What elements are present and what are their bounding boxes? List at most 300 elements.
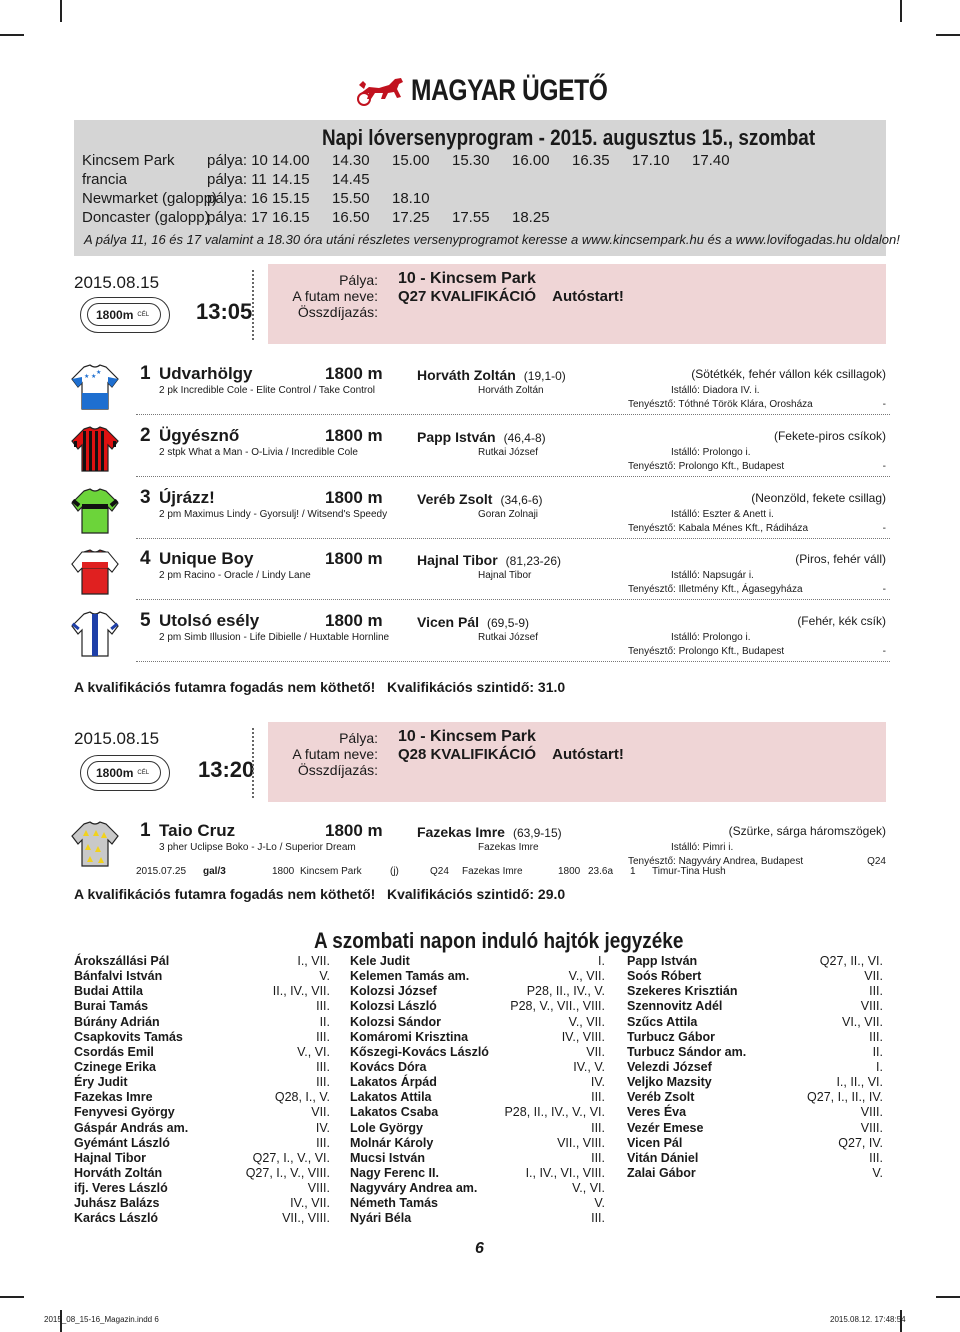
history-driver: Fazekas Imre (462, 866, 523, 877)
driver-list-row (74, 1090, 330, 1105)
driver-list-row (350, 1211, 605, 1226)
driver-list-row (627, 999, 883, 1014)
track-finish-label: CÉL (137, 311, 150, 318)
race-entry (70, 487, 890, 547)
driver-list-name: Horváth Zoltán (74, 1165, 163, 1180)
driver-list-name: Komáromi Krisztina (350, 1029, 469, 1044)
stable: Istálló: Eszter & Anett i. (671, 509, 774, 520)
driver-list-races: VI., VII. (842, 1014, 883, 1029)
driver-list-races: Q28, I., V. (274, 1090, 330, 1105)
driver-list-name: Szennovitz Adél (627, 999, 723, 1014)
driver-list-row (350, 1060, 605, 1075)
driver-list-name: Gyémánt László (74, 1135, 170, 1150)
page-number: 6 (475, 1240, 484, 1257)
trainer: Fazekas Imre (478, 842, 539, 853)
driver-name: Veréb Zsolt (417, 491, 493, 507)
dotted-separator (136, 538, 890, 539)
entry-tail: - (882, 646, 886, 657)
driver-list-races: VIII. (860, 1120, 883, 1135)
driver-list-row (350, 969, 605, 984)
track-diagram (80, 755, 170, 791)
track-distance: 1800m (96, 765, 134, 780)
crop-mark (900, 0, 902, 22)
schedule-time: 17.10 (632, 152, 670, 169)
driver-list-title: A szombati napon induló hajtók jegyzéke (314, 928, 684, 953)
race-entry (70, 610, 890, 670)
driver-list-races: I., IV., VI., VIII. (525, 1165, 605, 1180)
crop-mark (0, 1296, 24, 1298)
schedule-time: 15.30 (452, 152, 490, 169)
driver-list-races: III. (316, 1059, 330, 1074)
driver-list-races: Q27, I., II., IV. (807, 1090, 883, 1105)
label-palya: Pálya: (339, 730, 378, 746)
entry-tail: Q24 (867, 856, 886, 867)
dotted-divider (252, 270, 254, 340)
race-entry (70, 425, 890, 485)
schedule-time: 16.00 (512, 152, 550, 169)
breeder: Tenyésztő: Tóthné Török Klára, Orosháza (628, 399, 813, 410)
driver (417, 552, 561, 568)
brand-header (355, 72, 651, 110)
driver-list-races: II. (319, 1014, 330, 1029)
driver-list-races: IV., VII. (290, 1196, 330, 1211)
driver-list-name: Németh Tamás (350, 1196, 438, 1211)
trainer: Rutkai József (478, 632, 539, 643)
driver-list-races: III. (591, 1150, 605, 1165)
race-name-value: Q28 KVALIFIKÁCIÓ Autóstart! (398, 746, 624, 763)
driver-list-row (350, 1030, 605, 1045)
driver-list-name: Csapkovits Tamás (74, 1029, 183, 1044)
driver-list-races: I. (876, 1059, 883, 1074)
schedule-time: 16.50 (332, 209, 370, 226)
schedule-time: 15.15 (272, 190, 310, 207)
race-date: 2015.08.15 (74, 729, 160, 748)
driver-list-races: IV. (590, 1075, 605, 1090)
driver-list-row (74, 954, 330, 969)
driver-list-name: Kolozsi József (350, 984, 437, 999)
driver-list-row (74, 1060, 330, 1075)
horse-name: Ügyésznő (159, 426, 240, 445)
race-time: 13:20 (198, 757, 255, 782)
race-note: A kvalifikációs futamra fogadás nem köthető! Kvalifikációs szintidő: 29.0 (74, 886, 566, 902)
crop-mark (60, 0, 62, 22)
driver-list-row (74, 1045, 330, 1060)
breeder: Tenyésztő: Kabala Ménes Kft., Rádiháza (628, 523, 809, 534)
svg-text:★ ★: ★ ★ (84, 374, 97, 380)
driver-list-name: Csordás Emil (74, 1044, 154, 1059)
driver-list-row (627, 1075, 883, 1090)
driver-list-row (350, 1151, 605, 1166)
driver-list-name: Vicen Pál (627, 1135, 683, 1150)
label-prize: Összdíjazás: (297, 762, 378, 778)
schedule-venue: Kincsem Park (82, 152, 175, 169)
driver-list-name: Juhász Balázs (74, 1196, 160, 1211)
schedule-venue: Newmarket (galopp) (82, 190, 218, 207)
breeder: Tenyésztő: Prolongo Kft., Budapest (628, 461, 785, 472)
driver-list-races: V. (872, 1165, 883, 1180)
race-track-value: 10 - Kincsem Park (398, 728, 536, 745)
driver-list-name: Papp István (627, 954, 698, 968)
driver-list-races: IV. (315, 1120, 330, 1135)
pedigree: 2 pm Simb Illusion - Life Dibielle / Huxtable Hornline (159, 632, 390, 643)
entry-number: 1 (140, 820, 151, 841)
driver-name: Horváth Zoltán (417, 367, 516, 383)
driver-list-row (627, 1166, 883, 1181)
silk-colors: (Sötétkék, fehér vállon kék csillagok) (691, 367, 886, 381)
pedigree: 3 pher Uclipse Boko - J-Lo / Superior Dream (159, 842, 356, 853)
race-entry (70, 363, 890, 423)
driver-list-name: Szekeres Krisztián (627, 984, 738, 999)
driver-list-name: ifj. Veres László (74, 1181, 168, 1196)
entry-distance: 1800 m (325, 611, 383, 630)
entry-number: 2 (140, 425, 151, 446)
driver-list-races: III. (869, 984, 883, 999)
driver (417, 614, 529, 630)
jersey-icon (70, 363, 120, 413)
driver-list-races: Q27, II., VI. (819, 954, 883, 968)
entry-tail: - (882, 461, 886, 472)
schedule-time: 17.25 (392, 209, 430, 226)
driver-list-races: I., VII. (297, 954, 330, 968)
svg-text:★: ★ (96, 370, 102, 376)
driver-list-name: Lakatos Attila (350, 1090, 432, 1105)
entry-distance: 1800 m (325, 364, 383, 383)
driver-list-races: P28, II., IV., V. (526, 984, 605, 999)
driver-list-row (74, 1015, 330, 1030)
driver-list-races: VII. (311, 1105, 330, 1120)
driver-list-name: Búrány Adrián (74, 1014, 160, 1029)
silk-colors: (Fekete-piros csíkok) (773, 429, 886, 443)
history-date: 2015.07.25 (136, 866, 187, 877)
entry-number: 4 (140, 548, 151, 569)
label-futam: A futam neve: (292, 288, 378, 304)
driver-list-name: Lole György (350, 1120, 423, 1135)
trainer: Horváth Zoltán (478, 385, 544, 396)
horse-sulky-icon (355, 75, 411, 107)
breeder: Tenyésztő: Prolongo Kft., Budapest (628, 646, 785, 657)
race-time: 13:05 (196, 299, 253, 324)
driver-list-races: Q27, I., V., VIII. (245, 1165, 330, 1180)
driver-list-row (350, 1166, 605, 1181)
driver-list-row (74, 1136, 330, 1151)
history-field: 1 (630, 866, 636, 877)
driver-list-name: Hajnal Tibor (74, 1150, 147, 1165)
driver-list-name: Czinege Erika (74, 1059, 156, 1074)
schedule-note: A pálya 11, 16 és 17 valamint a 18.30 óra utáni részletes versenyprogramot keresse a www.kincsempark.hu és a www.lovifogadas.hu oldalon! (84, 232, 900, 247)
driver-list-row (74, 1196, 330, 1211)
schedule-venue: Doncaster (galopp) (82, 209, 210, 226)
driver-list-column (350, 954, 605, 1227)
entry-distance: 1800 m (325, 821, 383, 840)
driver-list-races: III. (316, 1029, 330, 1044)
driver-list-name: Gáspár András am. (74, 1120, 189, 1135)
silk-colors: (Fehér, kék csík) (797, 614, 886, 628)
race-info-box (268, 722, 886, 802)
program-title: Napi lóversenyprogram - 2015. augusztus 15., szombat (322, 125, 816, 150)
driver-list-races: III. (316, 1135, 330, 1150)
schedule-track: pálya: 16 (207, 190, 268, 207)
driver-list-name: Soós Róbert (627, 969, 702, 984)
trainer: Hajnal Tibor (478, 570, 532, 581)
crop-mark (936, 1296, 960, 1298)
silk-colors: (Szürke, sárga háromszögek) (728, 824, 886, 838)
stable: Istálló: Prolongo i. (671, 447, 751, 458)
driver-list-name: Molnár Károly (350, 1135, 434, 1150)
driver-name: Hajnal Tibor (417, 552, 498, 568)
driver-stats: (19,1-0) (523, 369, 566, 383)
dotted-separator (136, 476, 890, 477)
entry-distance: 1800 m (325, 549, 383, 568)
pedigree: 2 pm Maximus Lindy - Gyorsulj! / Witsend's Speedy (159, 509, 388, 520)
race-track-value: 10 - Kincsem Park (398, 270, 536, 287)
driver-list-row (74, 1030, 330, 1045)
label-futam: A futam neve: (292, 746, 378, 762)
dotted-separator (136, 661, 890, 662)
driver (417, 429, 546, 445)
schedule-time: 18.10 (392, 190, 430, 207)
driver-list-races: III. (869, 1029, 883, 1044)
crop-mark (0, 34, 24, 36)
schedule-time: 14.30 (332, 152, 370, 169)
schedule-time: 18.25 (512, 209, 550, 226)
driver-list-name: Kolozsi László (350, 999, 437, 1014)
driver-list-row (627, 1151, 883, 1166)
driver-list-races: VII. (864, 969, 883, 984)
driver-list-name: Vezér Emese (627, 1120, 704, 1135)
driver-list-races: I., II., VI. (836, 1075, 883, 1090)
history-winner: Timur-Tina Hush (652, 866, 726, 877)
driver-list-row (74, 999, 330, 1014)
track-finish-label: CÉL (137, 769, 150, 776)
driver (417, 824, 562, 840)
jersey-icon (70, 820, 120, 870)
brand-title: MAGYAR ÜGETŐ (411, 74, 608, 107)
dotted-separator (136, 414, 890, 415)
driver-list-row (627, 1030, 883, 1045)
horse-name: Unique Boy (159, 549, 254, 568)
driver-list-name: Fazekas Imre (74, 1090, 153, 1105)
driver-list-races: III. (316, 999, 330, 1014)
label-prize: Összdíjazás: (297, 304, 378, 320)
driver-list-races: V., VI. (297, 1044, 330, 1059)
driver-list-column (74, 954, 330, 1227)
horse-name: Taio Cruz (159, 821, 236, 840)
driver-list-races: III. (591, 1090, 605, 1105)
driver-list-name: Nyári Béla (350, 1211, 412, 1226)
schedule-time: 16.15 (272, 209, 310, 226)
silk-colors: (Neonzöld, fekete csillag) (751, 491, 886, 505)
footer-timestamp: 2015.08.12. 17:48:54 (830, 1315, 906, 1324)
entry-number: 3 (140, 487, 151, 508)
driver-list-races: II. (872, 1044, 883, 1059)
crop-mark (936, 34, 960, 36)
stable: Istálló: Pimri i. (671, 842, 734, 853)
driver-list-name: Lakatos Árpád (350, 1075, 437, 1090)
race-name-value: Q27 KVALIFIKÁCIÓ Autóstart! (398, 288, 624, 305)
stable: Istálló: Napsugár i. (671, 570, 754, 581)
driver-list-name: Kőszegi-Kovács László (350, 1044, 489, 1059)
driver-list-name: Mucsi István (350, 1150, 426, 1165)
breeder: Tenyésztő: Nagyváry Andrea, Budapest (628, 856, 804, 867)
driver-list-races: VII., VIII. (557, 1135, 605, 1150)
driver-list-name: Kolozsi Sándor (350, 1014, 441, 1029)
race-date: 2015.08.15 (74, 273, 160, 292)
trainer: Rutkai József (478, 447, 539, 458)
entry-tail: - (882, 584, 886, 595)
driver-list-row (350, 1045, 605, 1060)
driver-list-races: V., VII. (568, 1014, 605, 1029)
driver-list-row (627, 1105, 883, 1120)
driver-list-races: V., VII. (568, 969, 605, 984)
schedule-track: pálya: 17 (207, 209, 268, 226)
driver-stats: (81,23-26) (505, 554, 562, 568)
driver-list-row (350, 1196, 605, 1211)
driver-list-races: VIII. (860, 999, 883, 1014)
race-entry (70, 548, 890, 608)
driver-list-name: Burai Tamás (74, 999, 149, 1014)
history-time: 23.6a (588, 866, 614, 877)
dotted-divider (252, 728, 254, 798)
driver-list-name: Árokszállási Pál (74, 954, 170, 968)
driver-list-row (627, 969, 883, 984)
schedule-time: 14.00 (272, 152, 310, 169)
driver-list-row (350, 1015, 605, 1030)
track-distance: 1800m (96, 307, 134, 322)
pedigree: 2 pk Incredible Cole - Elite Control / Take Control (159, 385, 376, 396)
driver-list-name: Nagyváry Andrea am. (350, 1181, 478, 1196)
driver (417, 491, 543, 507)
dotted-separator (136, 599, 890, 600)
entry-number: 5 (140, 610, 151, 631)
driver-stats: (63,9-15) (512, 826, 562, 840)
driver-name: Vicen Pál (417, 614, 480, 630)
driver-list-name: Veréb Zsolt (627, 1090, 695, 1105)
jersey-icon (70, 610, 120, 660)
driver-list-races: VIII. (860, 1105, 883, 1120)
jersey-icon (70, 548, 120, 598)
driver-list-name: Kovács Dóra (350, 1059, 427, 1074)
driver-list-row (627, 1015, 883, 1030)
driver-list-name: Kele Judit (350, 954, 410, 968)
driver-stats: (46,4-8) (503, 431, 546, 445)
schedule-venue: francia (82, 171, 128, 188)
horse-name: Udvarhölgy (159, 364, 253, 383)
schedule-time: 17.55 (452, 209, 490, 226)
driver-list-races: I. (598, 954, 605, 968)
driver-list-row (350, 1121, 605, 1136)
track-diagram (80, 297, 170, 333)
driver-list-row (350, 1075, 605, 1090)
driver-list-row (627, 1060, 883, 1075)
label-palya: Pálya: (339, 272, 378, 288)
driver (417, 367, 566, 383)
breeder: Tenyésztő: Illetmény Kft., Ágasegyháza (628, 584, 803, 595)
driver-list-row (627, 1136, 883, 1151)
program-box (74, 120, 900, 256)
driver-list-row (74, 1151, 330, 1166)
driver-list-races: III. (591, 1211, 605, 1226)
driver-list-row (74, 1166, 330, 1181)
driver-list-name: Fenyvesi György (74, 1105, 175, 1120)
driver-stats: (34,6-6) (500, 493, 543, 507)
silk-colors: (Piros, fehér váll) (795, 552, 886, 566)
driver-list-column (627, 954, 883, 1181)
driver-list-row (350, 984, 605, 999)
driver-list-name: Szűcs Attila (627, 1014, 698, 1029)
driver-list-row (74, 969, 330, 984)
driver-list-name: Budai Attila (74, 984, 143, 999)
history-distance: 1800 (272, 866, 295, 877)
driver-list-row (627, 984, 883, 999)
history-track-state: (j) (390, 866, 399, 877)
driver-list-row (350, 1181, 605, 1196)
pedigree: 2 pm Racino - Oracle / Lindy Lane (159, 570, 311, 581)
driver-stats: (69,5-9) (487, 616, 530, 630)
stable: Istálló: Prolongo i. (671, 632, 751, 643)
driver-list-name: Lakatos Csaba (350, 1105, 439, 1120)
driver-list-races: II., IV., VII. (272, 984, 330, 999)
driver-list-name: Veres Éva (627, 1105, 687, 1120)
driver-list-races: Q27, IV. (838, 1135, 883, 1150)
driver-list-name: Éry Judit (74, 1075, 128, 1090)
driver-list-races: V., VI. (572, 1181, 605, 1196)
driver-list-races: III. (869, 1150, 883, 1165)
driver-list-row (627, 1121, 883, 1136)
jersey-icon (70, 487, 120, 537)
driver-list-races: VIII. (307, 1181, 330, 1196)
pedigree: 2 stpk What a Man - O-Livia / Incredible Cole (159, 447, 358, 458)
entry-distance: 1800 m (325, 426, 383, 445)
horse-name: Újrázz! (159, 488, 215, 507)
driver-list-row (350, 954, 605, 969)
driver-list-name: Turbucz Gábor (627, 1029, 715, 1044)
driver-list-races: P28, V., VII., VIII. (510, 999, 605, 1014)
driver-list-row (350, 1136, 605, 1151)
driver-list-races: IV., V. (573, 1059, 605, 1074)
driver-name: Fazekas Imre (417, 824, 505, 840)
entry-tail: - (882, 523, 886, 534)
entry-distance: 1800 m (325, 488, 383, 507)
race-info-box (268, 264, 886, 344)
driver-list-row (627, 954, 883, 969)
driver-list-row (350, 1090, 605, 1105)
driver-list-row (627, 1045, 883, 1060)
driver-list-row (74, 984, 330, 999)
schedule-track: pálya: 11 (207, 171, 267, 188)
driver-list-name: Bánfalvi István (74, 969, 163, 984)
driver-list-races: Q27, I., V., VI. (252, 1150, 330, 1165)
driver-list-row (350, 999, 605, 1014)
history-venue: Kincsem Park (300, 866, 362, 877)
driver-list-name: Karács László (74, 1211, 159, 1226)
driver-list-races: VII., VIII. (282, 1211, 330, 1226)
driver-list-row (74, 1121, 330, 1136)
stable: Istálló: Diadora IV. i. (671, 385, 760, 396)
entry-number: 1 (140, 363, 151, 384)
schedule-time: 14.15 (272, 171, 310, 188)
horse-name: Utolsó esély (159, 611, 260, 630)
history-position: gal/3 (203, 866, 226, 877)
driver-list-row (350, 1105, 605, 1120)
footer-file: 2015_08_15-16_Magazin.indd 6 (44, 1315, 159, 1324)
entry-tail: - (882, 399, 886, 410)
history-race-distance: 1800 (558, 866, 581, 877)
schedule-time: 15.50 (332, 190, 370, 207)
driver-list-races: III. (591, 1120, 605, 1135)
schedule-time: 16.35 (572, 152, 610, 169)
driver-list-races: V. (594, 1196, 605, 1211)
driver-list-name: Vitán Dániel (627, 1150, 699, 1165)
